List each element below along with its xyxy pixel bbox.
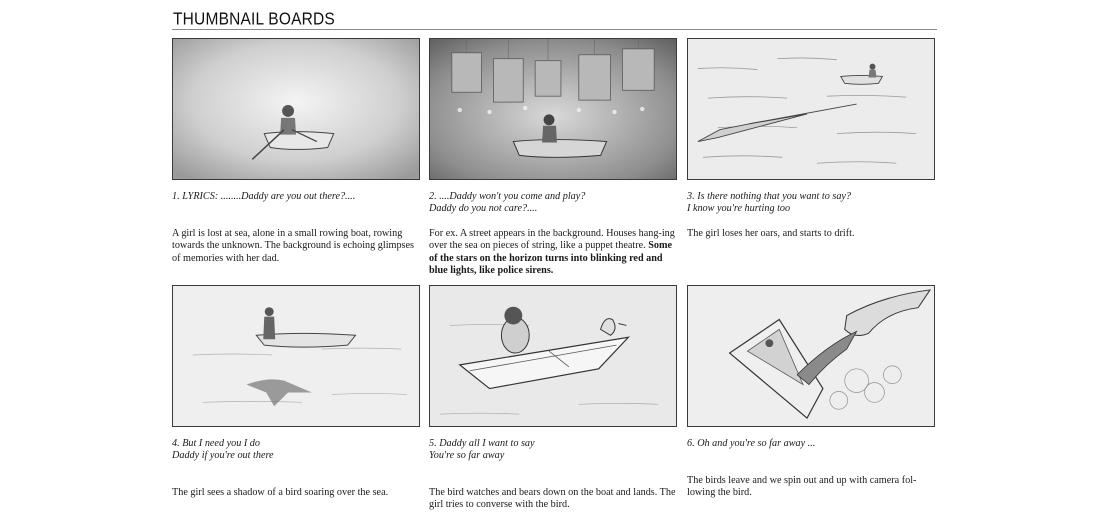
board-2-description: For ex. A street appears in the background. Houses hang-ing over the sea on pieces of string, like a puppet theatre. Some of the stars on the horizon turns into blinking red and blue lights, like police sirens.	[429, 228, 675, 277]
board-4-description: The girl sees a shadow of a bird soaring over the sea.	[172, 487, 389, 498]
board-5-description: The bird watches and bears down on the boat and lands. The girl tries to converse with the bird.	[429, 487, 676, 511]
bird-on-boat-illustration	[430, 286, 676, 426]
board-2-caption: 2. ....Daddy won't you come and play? Daddy do you not care?....	[429, 191, 586, 215]
board-6-caption: 6. Oh and you're so far away ...	[687, 438, 816, 449]
board-4-caption: 4. But I need you I do Daddy if you're out there	[172, 438, 274, 462]
board-5-caption: 5. Daddy all I want to say You're so far away	[429, 438, 535, 462]
board-3-caption: 3. Is there nothing that you want to say? I know you're hurting too	[687, 191, 852, 215]
board-3-description: The girl loses her oars, and starts to drift.	[687, 228, 855, 239]
bird-shadow-illustration	[173, 286, 419, 426]
thumbnail-panel-1	[172, 38, 420, 180]
thumbnail-panel-4	[172, 285, 420, 427]
board-2-description-bold: Some of the stars on the horizon turns into blinking red and blue lights, like police sirens.	[429, 240, 673, 277]
thumbnail-panel-3	[687, 38, 935, 180]
board-6-description: The birds leave and we spin out and up with camera fol-lowing the bird.	[687, 475, 917, 499]
girl-rowing-illustration	[173, 39, 419, 179]
page-title: THUMBNAIL BOARDS	[173, 10, 335, 30]
board-1-caption: 1. LYRICS: ........Daddy are you out there?....	[172, 191, 356, 202]
hanging-houses-illustration	[430, 39, 676, 179]
thumbnail-panel-5	[429, 285, 677, 427]
drifting-oar-illustration	[688, 39, 934, 179]
thumbnail-panel-2	[429, 38, 677, 180]
thumbnail-panel-6	[687, 285, 935, 427]
title-divider	[172, 29, 937, 30]
board-1-description: A girl is lost at sea, alone in a small rowing boat, rowing towards the unknown. The background is echoing glimpses of memories with her dad.	[172, 228, 415, 264]
bird-flying-away-illustration	[688, 286, 934, 426]
